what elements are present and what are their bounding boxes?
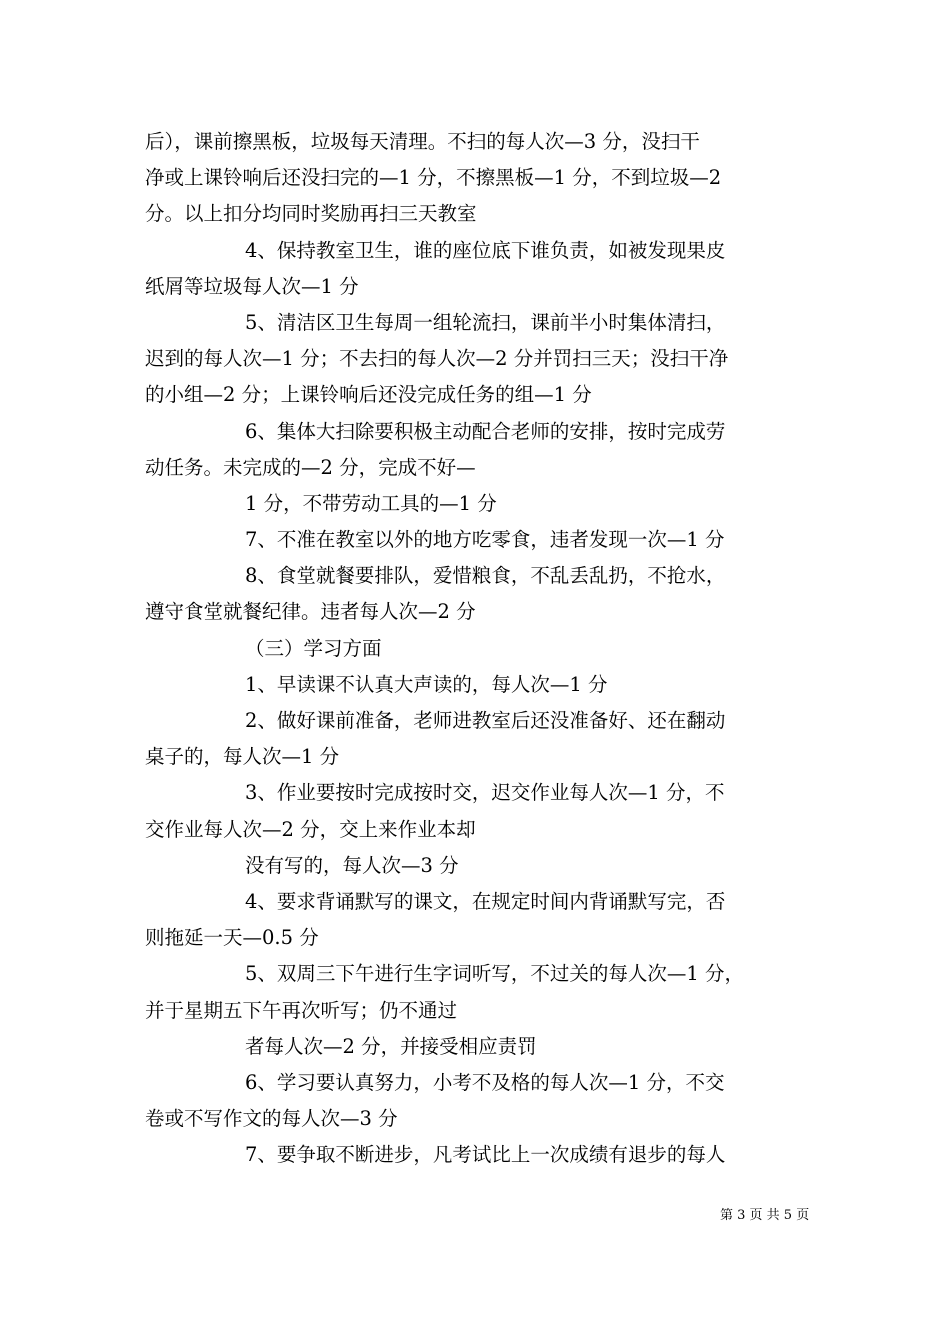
text-line: 动任务。未完成的—2 分，完成不好— bbox=[145, 455, 476, 479]
text-line: 1、早读课不认真大声读的，每人次—1 分 bbox=[245, 672, 608, 696]
text-line: 桌子的，每人次—1 分 bbox=[145, 745, 340, 769]
text-line: 8、食堂就餐要排队，爱惜粮食，不乱丢乱扔，不抢水， bbox=[245, 564, 726, 588]
text-line: 交作业每人次—2 分，交上来作业本却 bbox=[145, 817, 476, 841]
text-line: 7、不准在教室以外的地方吃零食，违者发现一次—1 分 bbox=[245, 528, 725, 552]
text-line: 则拖延一天—0.5 分 bbox=[145, 926, 319, 950]
text-line: （三）学习方面 bbox=[245, 636, 382, 660]
text-line: 净或上课铃响后还没扫完的—1 分，不擦黑板—1 分，不到垃圾—2 bbox=[145, 166, 722, 190]
text-line: 的小组—2 分；上课铃响后还没完成任务的组—1 分 bbox=[145, 383, 592, 407]
text-line: 并于星期五下午再次听写；仍不通过 bbox=[145, 998, 458, 1022]
text-line: 纸屑等垃圾每人次—1 分 bbox=[145, 274, 359, 298]
page-number: 第 3 页 共 5 页 bbox=[720, 1208, 810, 1223]
text-line: 没有写的，每人次—3 分 bbox=[245, 853, 459, 877]
text-line: 5、清洁区卫生每周一组轮流扫，课前半小时集体清扫， bbox=[245, 310, 726, 334]
text-line: 2、做好课前准备，老师进教室后还没准备好、还在翻动 bbox=[245, 709, 726, 732]
text-line: 分。以上扣分均同时奖励再扫三天教室 bbox=[145, 202, 477, 226]
text-line: 6、学习要认真努力，小考不及格的每人次—1 分，不交 bbox=[245, 1070, 725, 1094]
text-line: 遵守食堂就餐纪律。违者每人次—2 分 bbox=[145, 600, 476, 624]
text-line: 4、保持教室卫生，谁的座位底下谁负责，如被发现果皮 bbox=[245, 238, 726, 262]
text-line: 3、作业要按时完成按时交，迟交作业每人次—1 分，不 bbox=[245, 781, 725, 805]
text-line: 4、要求背诵默写的课文，在规定时间内背诵默写完，否 bbox=[245, 889, 726, 913]
text-line: 迟到的每人次—1 分；不去扫的每人次—2 分并罚扫三天；没扫干净 bbox=[145, 347, 729, 371]
body-text bbox=[145, 124, 813, 1173]
text-line: 6、集体大扫除要积极主动配合老师的安排，按时完成劳 bbox=[245, 419, 726, 443]
text-line: 7、要争取不断进步，凡考试比上一次成绩有退步的每人 bbox=[245, 1143, 726, 1167]
text-line: 5、双周三下午进行生字词听写，不过关的每人次—1 分， bbox=[245, 962, 745, 986]
text-line: 后），课前擦黑板，垃圾每天清理。不扫的每人次—3 分，没扫干 bbox=[145, 130, 700, 153]
text-line: 1 分，不带劳动工具的—1 分 bbox=[245, 491, 497, 515]
text-line: 者每人次—2 分，并接受相应责罚 bbox=[245, 1034, 537, 1058]
text-line: 卷或不写作文的每人次—3 分 bbox=[145, 1107, 398, 1131]
